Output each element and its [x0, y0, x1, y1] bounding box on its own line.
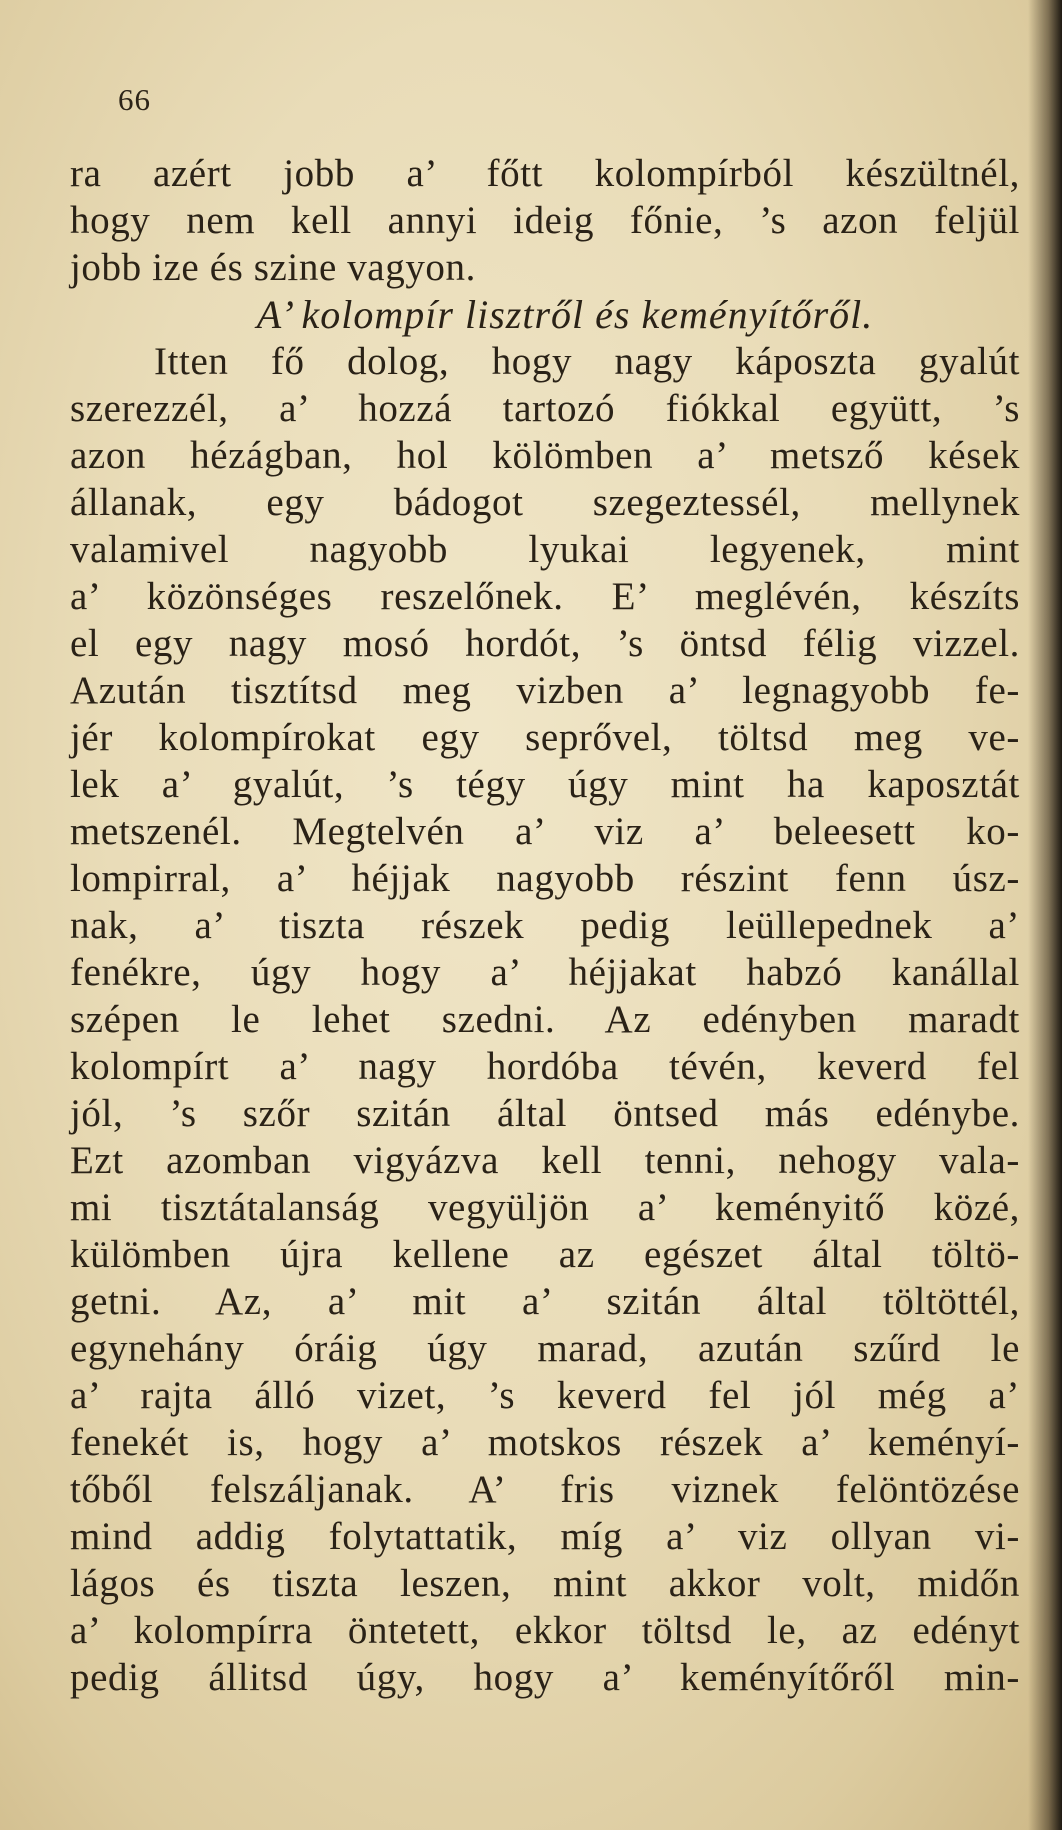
text-line: lek a’ gyalút, ’s tégy úgy mint ha kaposztát: [70, 763, 1020, 806]
text-line: szépen le lehet szedni. Az edényben maradt: [70, 998, 1020, 1041]
text-line: fenékre, úgy hogy a’ héjjakat habzó kanállal: [70, 951, 1020, 994]
body-text: [70, 150, 1020, 1701]
text-line: tőből felszáljanak. A’ fris viznek felöntözése: [70, 1468, 1020, 1511]
text-line: fenekét is, hogy a’ motskos részek a’ keményí-: [70, 1421, 1020, 1464]
page-edge-shadow: [1028, 0, 1062, 1830]
text-line: Ezt azomban vigyázva kell tenni, nehogy vala-: [70, 1139, 1020, 1182]
text-line: azon hézágban, hol kölömben a’ metsző kések: [70, 434, 1020, 477]
text-line: jobb ize és szine vagyon.: [70, 246, 476, 289]
section-heading: A’ kolompír lisztről és keményítőről.: [256, 292, 874, 337]
text-line: mi tisztátalanság vegyüljön a’ keményitő közé,: [70, 1186, 1020, 1229]
text-line: metszenél. Megtelvén a’ viz a’ beleesett ko-: [70, 810, 1020, 853]
text-line: állanak, egy bádogot szegeztessél, mellynek: [70, 481, 1020, 524]
page-number: 66: [118, 82, 151, 117]
text-line: kolompírt a’ nagy hordóba tévén, keverd fel: [70, 1045, 1020, 1088]
text-line: el egy nagy mosó hordót, ’s öntsd félig vizzel.: [70, 622, 1020, 665]
text-line: külömben újra kellene az egészet által töltö-: [70, 1233, 1020, 1276]
text-line: mind addig folytattatik, míg a’ viz ollyan vi-: [70, 1515, 1020, 1558]
text-line: getni. Az, a’ mit a’ szitán által töltöttél,: [70, 1280, 1020, 1323]
text-line: lompirral, a’ héjjak nagyobb részint fenn úsz-: [70, 857, 1020, 900]
text-line: nak, a’ tiszta részek pedig leüllepednek a’: [70, 904, 1020, 947]
text-line: Itten fő dolog, hogy nagy káposzta gyalút: [154, 340, 1020, 383]
text-line: egynehány óráig úgy marad, azután szűrd le: [70, 1327, 1020, 1370]
text-line: jól, ’s szőr szitán által öntsed más edénybe.: [70, 1092, 1020, 1135]
text-line: szerezzél, a’ hozzá tartozó fiókkal együtt, ’s: [70, 387, 1020, 430]
text-line: lágos és tiszta leszen, mint akkor volt, midőn: [70, 1562, 1020, 1605]
text-line: a’ közönséges reszelőnek. E’ meglévén, készíts: [70, 575, 1020, 618]
text-line: pedig állitsd úgy, hogy a’ keményítőről min-: [70, 1656, 1020, 1699]
text-line: a’ rajta álló vizet, ’s keverd fel jól még a’: [70, 1374, 1020, 1417]
text-line: Azután tisztítsd meg vizben a’ legnagyobb fe-: [70, 669, 1020, 712]
text-line: jér kolompírokat egy seprővel, töltsd meg ve-: [70, 716, 1020, 759]
text-line: valamivel nagyobb lyukai legyenek, mint: [70, 528, 1020, 571]
text-line: hogy nem kell annyi ideig főnie, ’s azon feljül: [70, 199, 1020, 242]
text-line: ra azért jobb a’ főtt kolompírból készültnél,: [70, 152, 1020, 195]
text-line: a’ kolompírra öntetett, ekkor töltsd le, az edényt: [70, 1609, 1020, 1652]
